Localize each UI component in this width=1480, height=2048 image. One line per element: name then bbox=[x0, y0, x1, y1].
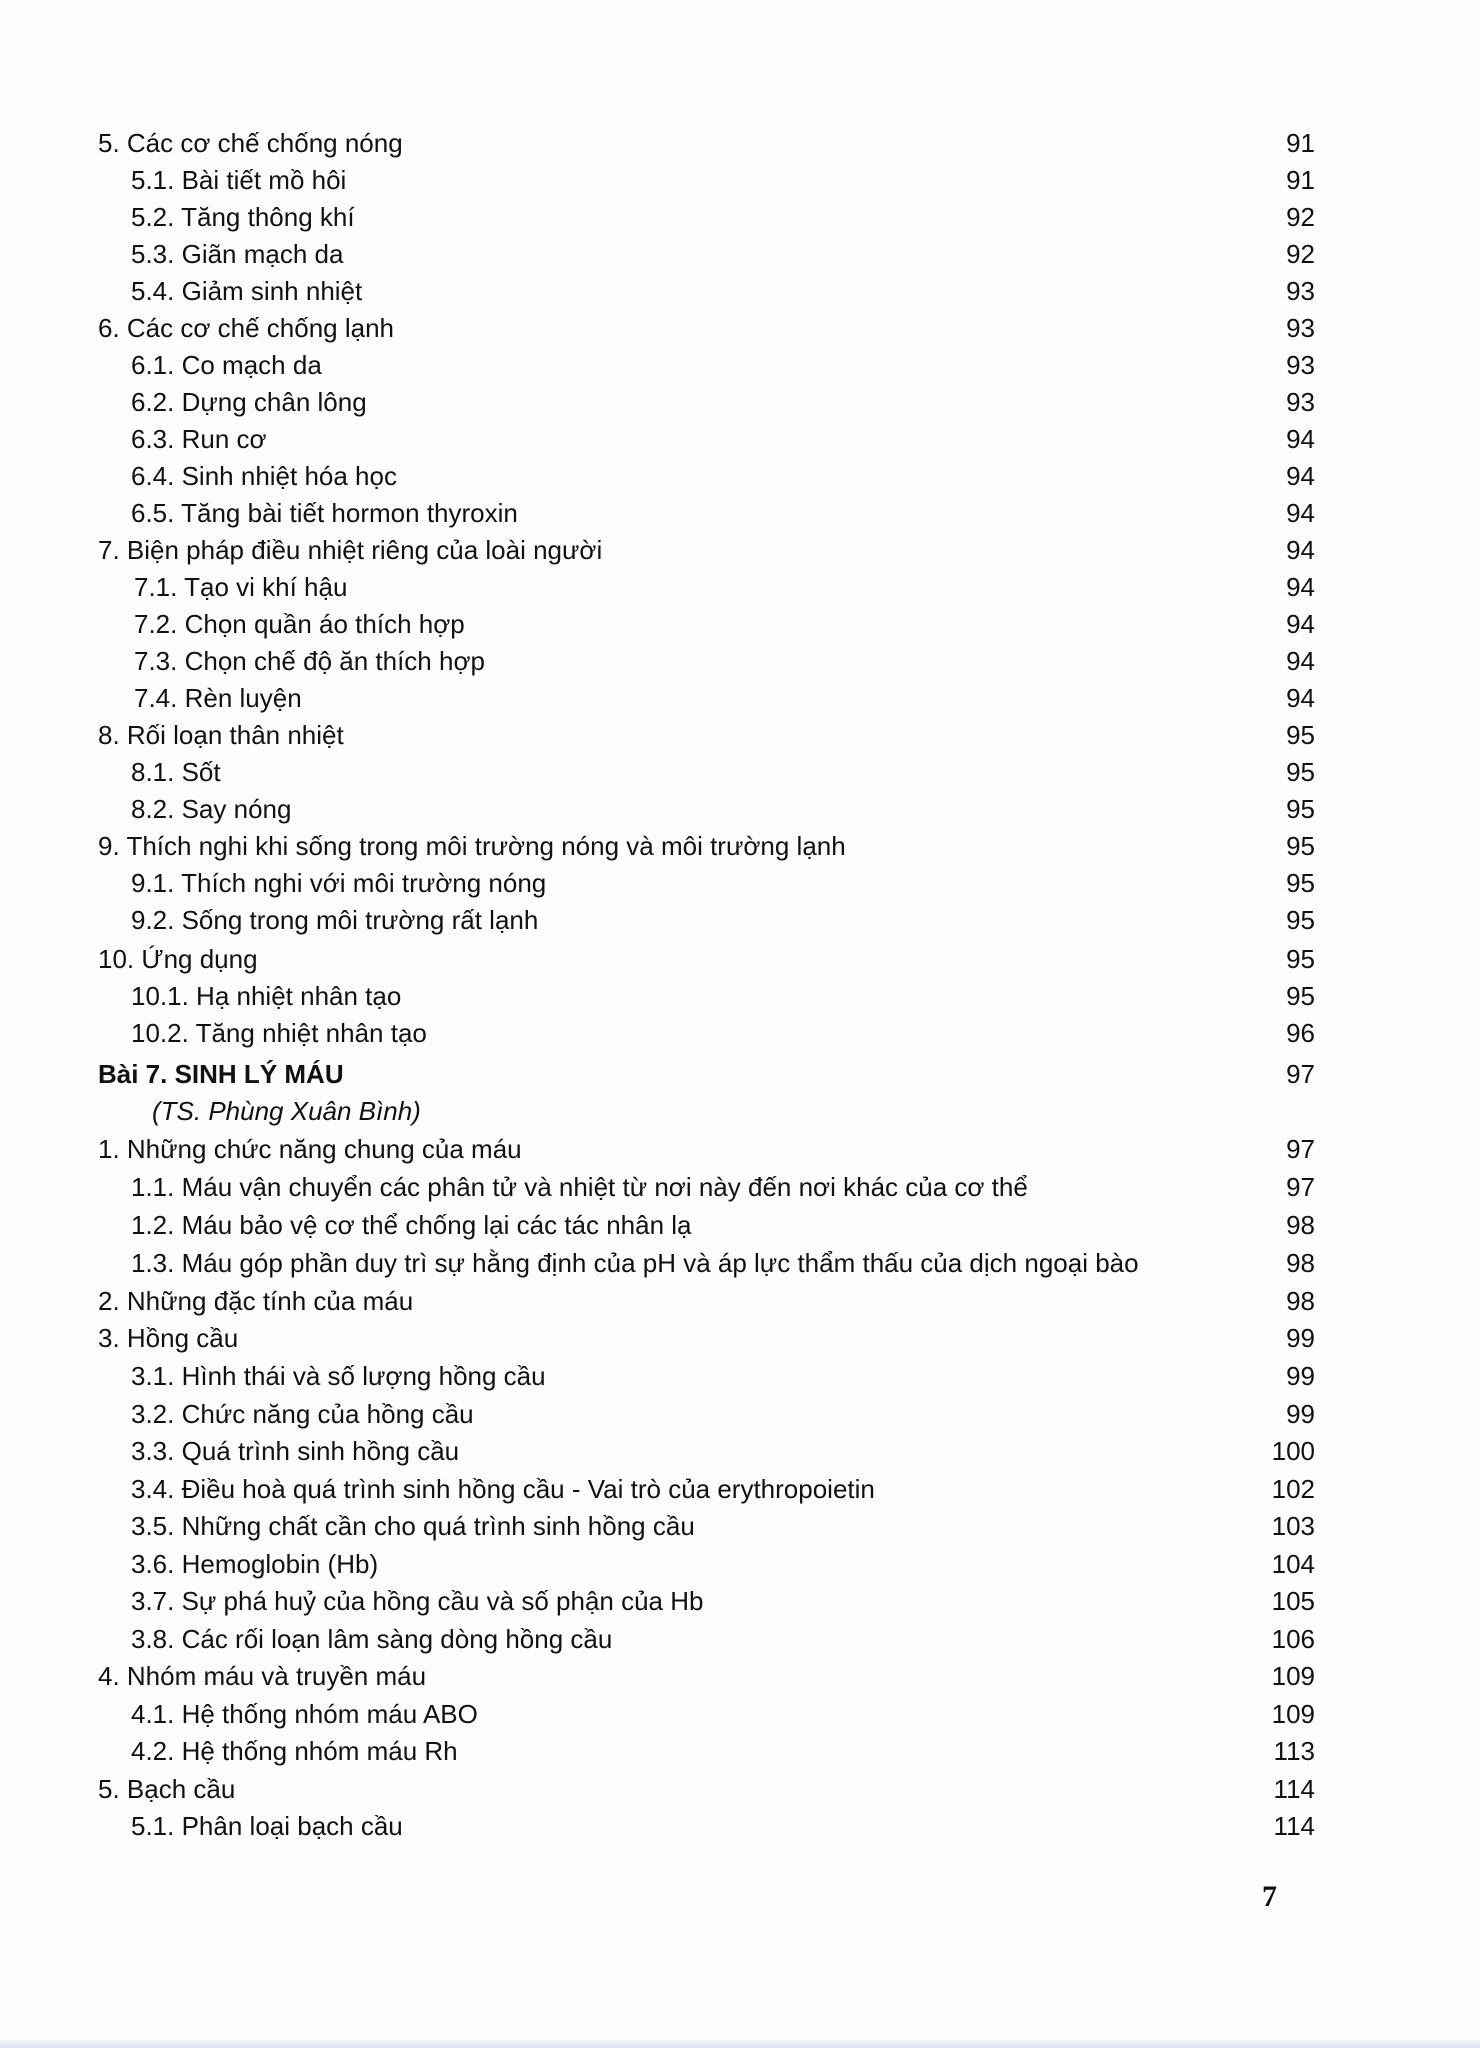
toc-entry bbox=[0, 607, 1480, 641]
toc-entry-title: 3.4. Điều hoà quá trình sinh hồng cầu - Vai trò của erythropoietin bbox=[131, 1474, 875, 1504]
toc-entry-title: 6. Các cơ chế chống lạnh bbox=[98, 313, 395, 343]
toc-entry-title: 3.3. Quá trình sinh hồng cầu bbox=[131, 1436, 460, 1466]
toc-entry-page: 94 bbox=[1286, 646, 1315, 676]
toc-entry bbox=[0, 570, 1480, 604]
toc-entry-title: 2. Những đặc tính của máu bbox=[98, 1286, 414, 1316]
toc-entry-page: 104 bbox=[1271, 1549, 1315, 1579]
toc-entry bbox=[0, 1584, 1480, 1618]
toc-entry-title: 10.2. Tăng nhiệt nhân tạo bbox=[131, 1018, 427, 1048]
toc-entry bbox=[0, 126, 1480, 160]
toc-entry bbox=[0, 533, 1480, 567]
toc-entry bbox=[0, 1359, 1480, 1393]
toc-entry-title: 4.1. Hệ thống nhóm máu ABO bbox=[131, 1699, 478, 1729]
toc-entry-title: 8.1. Sốt bbox=[131, 757, 221, 787]
toc-entry-page: 102 bbox=[1271, 1474, 1315, 1504]
toc-entry-title: 3.2. Chức năng của hồng cầu bbox=[131, 1399, 474, 1429]
toc-entry-title: 1.3. Máu góp phần duy trì sự hằng định của pH và áp lực thẩm thấu của dịch ngoại bào bbox=[131, 1248, 1139, 1278]
toc-entry-page: 95 bbox=[1286, 831, 1315, 861]
toc-entry bbox=[0, 755, 1480, 789]
toc-entry-title: 5.4. Giảm sinh nhiệt bbox=[131, 276, 363, 306]
toc-entry-title: 8.2. Say nóng bbox=[131, 794, 292, 824]
scan-edge bbox=[0, 2040, 1480, 2048]
toc-entry-title: 4. Nhóm máu và truyền máu bbox=[98, 1661, 427, 1691]
toc-entry-title: 3.6. Hemoglobin (Hb) bbox=[131, 1549, 379, 1579]
toc-entry bbox=[0, 1697, 1480, 1731]
toc-entry-title: 1.1. Máu vận chuyển các phân tử và nhiệt từ nơi này đến nơi khác của cơ thể bbox=[131, 1172, 1028, 1202]
toc-entry-title: 6.3. Run cơ bbox=[131, 424, 267, 454]
toc-entry bbox=[0, 1622, 1480, 1656]
toc-entry-page: 94 bbox=[1286, 609, 1315, 639]
toc-entry-page: 100 bbox=[1271, 1436, 1315, 1466]
toc-entry-title: 5.1. Bài tiết mồ hôi bbox=[131, 165, 347, 195]
toc-entry-page: 95 bbox=[1286, 905, 1315, 935]
toc-entry-page: 109 bbox=[1271, 1661, 1315, 1691]
toc-entry-page: 95 bbox=[1286, 794, 1315, 824]
toc-entry-page: 95 bbox=[1286, 944, 1315, 974]
toc-entry-title: 7.1. Tạo vi khí hậu bbox=[134, 572, 348, 602]
toc-entry-page: 114 bbox=[1273, 1811, 1315, 1841]
toc-entry-title: 7.2. Chọn quần áo thích hợp bbox=[134, 609, 465, 639]
toc-entry-title: 3.8. Các rối loạn lâm sàng dòng hồng cầu bbox=[131, 1624, 613, 1654]
toc-entry-page: 93 bbox=[1286, 276, 1315, 306]
toc-entry bbox=[0, 1397, 1480, 1431]
toc-entry bbox=[0, 1772, 1480, 1806]
toc-entry-title: 7.4. Rèn luyện bbox=[134, 683, 302, 713]
toc-entry bbox=[0, 1246, 1480, 1280]
toc-entry bbox=[0, 1434, 1480, 1468]
toc-entry-title: 10.1. Hạ nhiệt nhân tạo bbox=[131, 981, 402, 1011]
toc-entry bbox=[0, 385, 1480, 419]
toc-entry-title: 3.5. Những chất cần cho quá trình sinh hồng cầu bbox=[131, 1511, 695, 1541]
toc-entry bbox=[0, 866, 1480, 900]
toc-entry-page: 114 bbox=[1273, 1774, 1315, 1804]
toc-entry-page: 91 bbox=[1286, 128, 1315, 158]
toc-entry bbox=[0, 1509, 1480, 1543]
toc-entry bbox=[0, 1547, 1480, 1581]
toc-entry-page: 95 bbox=[1286, 720, 1315, 750]
toc-entry bbox=[0, 274, 1480, 308]
toc-entry bbox=[0, 1170, 1480, 1204]
toc-entry-title: 9.1. Thích nghi với môi trường nóng bbox=[131, 868, 547, 898]
toc-entry bbox=[0, 1321, 1480, 1355]
page-number: 7 bbox=[1262, 1880, 1277, 1913]
toc-entry bbox=[0, 979, 1480, 1013]
toc-entry-title: 6.1. Co mạch da bbox=[131, 350, 322, 380]
toc-entry-page: 91 bbox=[1286, 165, 1315, 195]
toc-entry-page: 94 bbox=[1286, 498, 1315, 528]
toc-entry-title: 3. Hồng cầu bbox=[98, 1323, 239, 1353]
toc-entry bbox=[0, 1284, 1480, 1318]
toc-entry-page: 94 bbox=[1286, 683, 1315, 713]
toc-entry bbox=[0, 1734, 1480, 1768]
toc-entry-page: 103 bbox=[1271, 1511, 1315, 1541]
toc-entry bbox=[0, 829, 1480, 863]
toc-entry bbox=[0, 459, 1480, 493]
toc-entry-page: 93 bbox=[1286, 350, 1315, 380]
toc-entry bbox=[0, 1659, 1480, 1693]
toc-author bbox=[0, 1094, 1480, 1128]
toc-entry bbox=[0, 681, 1480, 715]
toc-entry-page: 94 bbox=[1286, 535, 1315, 565]
toc-entry-title: 6.5. Tăng bài tiết hormon thyroxin bbox=[131, 498, 518, 528]
toc-entry-title: 5.1. Phân loại bạch cầu bbox=[131, 1811, 403, 1841]
toc-entry bbox=[0, 1809, 1480, 1843]
toc-entry-title: 4.2. Hệ thống nhóm máu Rh bbox=[131, 1736, 458, 1766]
toc-entry-page: 98 bbox=[1286, 1286, 1315, 1316]
toc-entry-title: 6.4. Sinh nhiệt hóa học bbox=[131, 461, 397, 491]
toc-entry-title: (TS. Phùng Xuân Bình) bbox=[152, 1096, 421, 1126]
toc-entry bbox=[0, 1472, 1480, 1506]
toc-entry bbox=[0, 1132, 1480, 1166]
toc-entry-page: 95 bbox=[1286, 868, 1315, 898]
toc-entry bbox=[0, 1016, 1480, 1050]
toc-entry-page: 99 bbox=[1286, 1361, 1315, 1391]
toc-entry-page: 92 bbox=[1286, 239, 1315, 269]
toc-entry bbox=[0, 311, 1480, 345]
toc-entry bbox=[0, 942, 1480, 976]
toc-entry-title: 5. Các cơ chế chống nóng bbox=[98, 128, 403, 158]
toc-entry-page: 113 bbox=[1273, 1736, 1315, 1766]
toc-entry-page: 98 bbox=[1286, 1248, 1315, 1278]
toc-entry-title: 3.7. Sự phá huỷ của hồng cầu và số phận của Hb bbox=[131, 1586, 704, 1616]
toc-chapter-heading bbox=[0, 1057, 1480, 1091]
toc-entry-page: 97 bbox=[1286, 1059, 1315, 1089]
toc-entry-title: 1. Những chức năng chung của máu bbox=[98, 1134, 522, 1164]
toc-entry bbox=[0, 644, 1480, 678]
toc-entry-page: 105 bbox=[1271, 1586, 1315, 1616]
toc-entry-page: 106 bbox=[1271, 1624, 1315, 1654]
toc-entry bbox=[0, 200, 1480, 234]
toc-entry-title: Bài 7. SINH LÝ MÁU bbox=[98, 1059, 344, 1089]
toc-entry bbox=[0, 348, 1480, 382]
toc-entry-title: 9. Thích nghi khi sống trong môi trường nóng và môi trường lạnh bbox=[98, 831, 846, 861]
toc-entry-page: 94 bbox=[1286, 461, 1315, 491]
toc-entry-title: 9.2. Sống trong môi trường rất lạnh bbox=[131, 905, 539, 935]
toc-entry bbox=[0, 496, 1480, 530]
toc-entry-title: 7.3. Chọn chế độ ăn thích hợp bbox=[134, 646, 485, 676]
toc-entry-page: 94 bbox=[1286, 424, 1315, 454]
toc-entry-title: 5. Bạch cầu bbox=[98, 1774, 236, 1804]
toc-entry-page: 94 bbox=[1286, 572, 1315, 602]
toc-entry bbox=[0, 792, 1480, 826]
toc-entry bbox=[0, 903, 1480, 937]
toc-entry-title: 5.2. Tăng thông khí bbox=[131, 202, 355, 232]
toc-entry-title: 5.3. Giãn mạch da bbox=[131, 239, 344, 269]
toc-entry bbox=[0, 422, 1480, 456]
toc-entry-page: 92 bbox=[1286, 202, 1315, 232]
toc-entry-title: 1.2. Máu bảo vệ cơ thể chống lại các tác nhân lạ bbox=[131, 1210, 692, 1240]
toc-entry-page: 97 bbox=[1286, 1172, 1315, 1202]
toc-entry-page: 96 bbox=[1286, 1018, 1315, 1048]
toc-entry bbox=[0, 163, 1480, 197]
toc-entry-title: 3.1. Hình thái và số lượng hồng cầu bbox=[131, 1361, 546, 1391]
toc-entry-page: 99 bbox=[1286, 1323, 1315, 1353]
toc-entry-page: 93 bbox=[1286, 387, 1315, 417]
toc-entry-page: 109 bbox=[1271, 1699, 1315, 1729]
toc-entry-title: 8. Rối loạn thân nhiệt bbox=[98, 720, 344, 750]
toc-entry-title: 7. Biện pháp điều nhiệt riêng của loài người bbox=[98, 535, 603, 565]
toc-entry-title: 10. Ứng dụng bbox=[98, 944, 258, 974]
toc-entry-page: 95 bbox=[1286, 981, 1315, 1011]
toc-entry-title: 6.2. Dựng chân lông bbox=[131, 387, 367, 417]
toc-entry bbox=[0, 1208, 1480, 1242]
toc-entry-page: 97 bbox=[1286, 1134, 1315, 1164]
toc-entry-page: 98 bbox=[1286, 1210, 1315, 1240]
toc-entry bbox=[0, 237, 1480, 271]
toc-entry bbox=[0, 718, 1480, 752]
toc-entry-page: 99 bbox=[1286, 1399, 1315, 1429]
toc-entry-page: 95 bbox=[1286, 757, 1315, 787]
toc-entry-page: 93 bbox=[1286, 313, 1315, 343]
